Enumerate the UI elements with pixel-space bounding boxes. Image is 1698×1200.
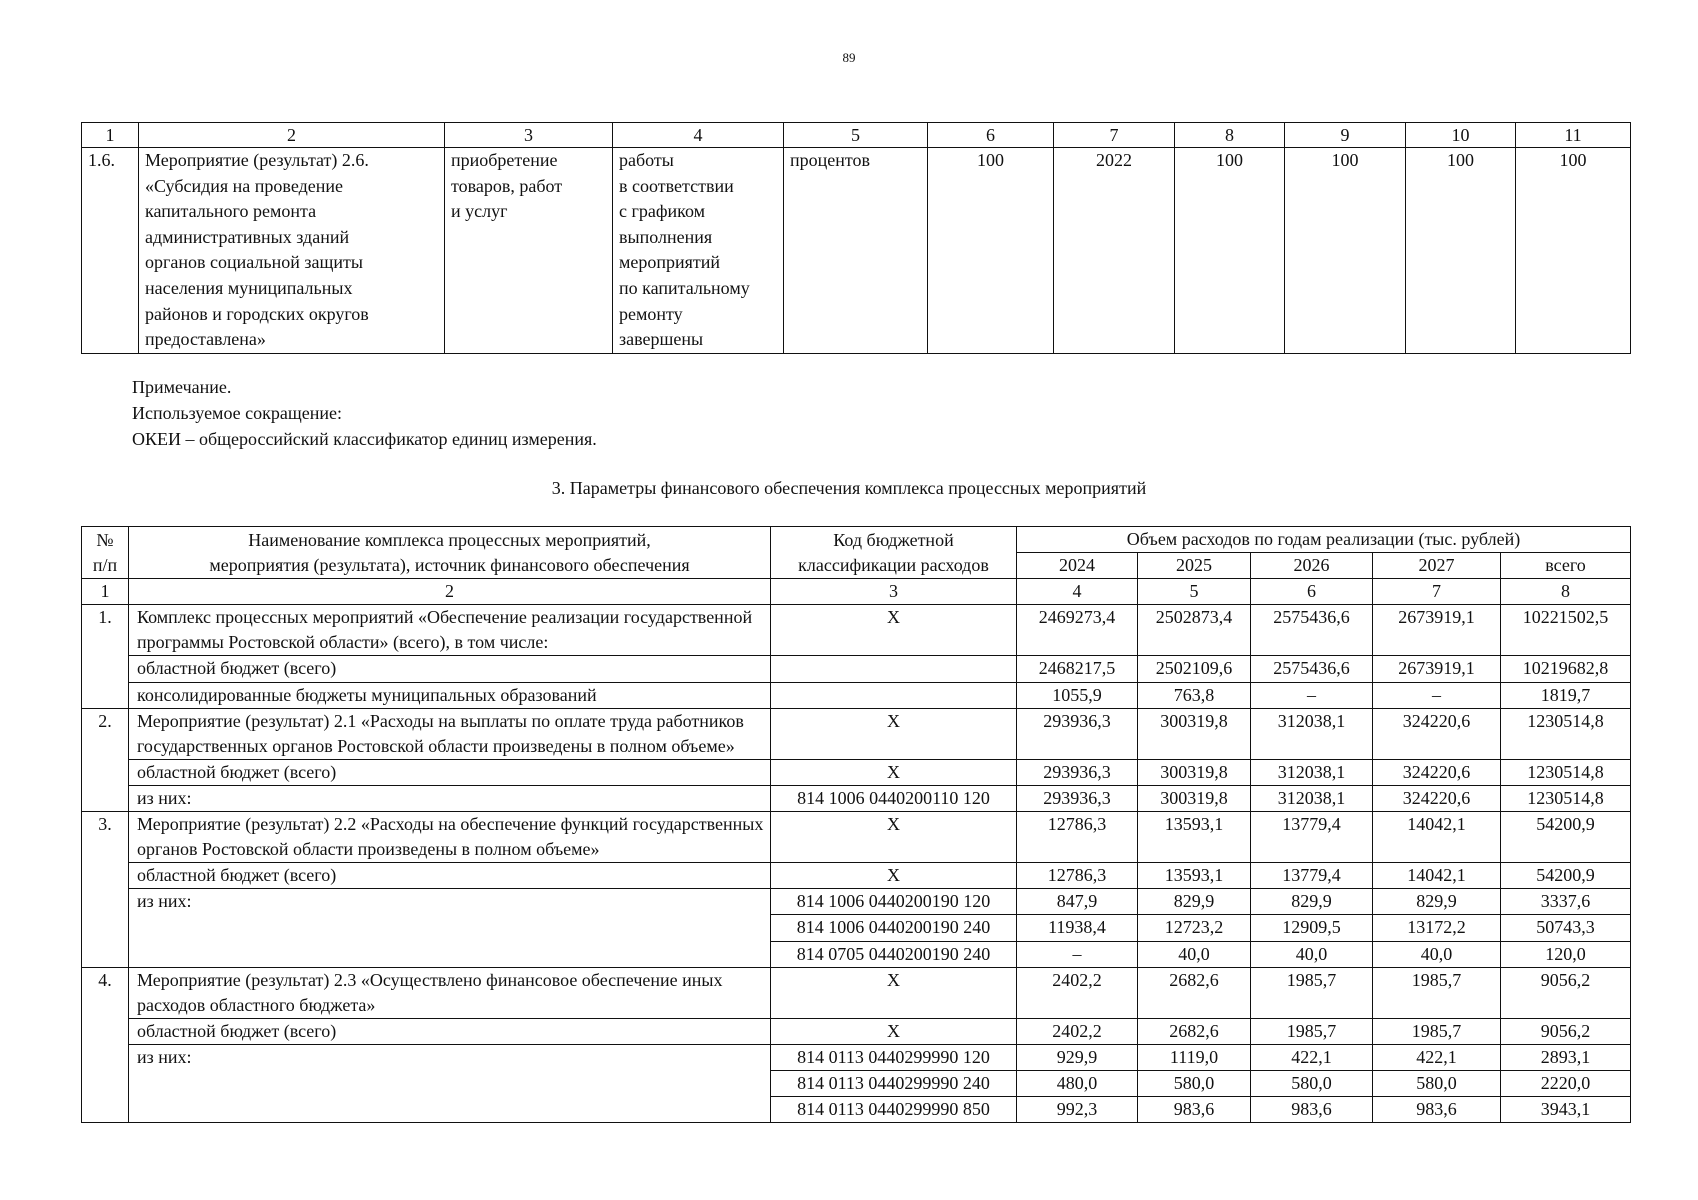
value-2025: 100	[1285, 148, 1406, 354]
value-2025: 2682,6	[1138, 967, 1251, 1018]
row-number: 4.	[82, 967, 129, 1123]
header-name: Наименование комплекса процессных мероприятий, мероприятия (результата), источник финансового обеспечения	[129, 527, 771, 579]
column-number: 7	[1373, 579, 1501, 605]
table-row	[82, 812, 1631, 863]
value-2025: 2682,6	[1138, 1018, 1251, 1044]
value-2025: 1119,0	[1138, 1044, 1251, 1070]
value-2027: 580,0	[1373, 1070, 1501, 1096]
column-number-row	[82, 579, 1631, 605]
result-type	[445, 148, 613, 354]
value-total: 1230514,8	[1501, 759, 1631, 785]
row-number: 1.6.	[82, 148, 139, 354]
value-total: 3943,1	[1501, 1097, 1631, 1123]
value-2026: 580,0	[1251, 1070, 1373, 1096]
result-type-text: приобретение товаров, работ и услуг	[451, 150, 563, 222]
value-2026: –	[1251, 682, 1373, 708]
source-label: областной бюджет (всего)	[129, 863, 771, 889]
value-2027: 14042,1	[1373, 863, 1501, 889]
value-2026: 983,6	[1251, 1097, 1373, 1123]
value-2027: 13172,2	[1373, 915, 1501, 941]
table-row	[82, 682, 1631, 708]
base-year: 2022	[1054, 148, 1175, 354]
indicator-name	[139, 148, 445, 354]
section-title: 3. Параметры финансового обеспечения комплекса процессных мероприятий	[551, 478, 1147, 498]
value-2025: 580,0	[1138, 1070, 1251, 1096]
budget-code: 814 0113 0440299990 240	[771, 1070, 1017, 1096]
value-2024: 293936,3	[1017, 708, 1138, 759]
value-2027: 2673919,1	[1373, 656, 1501, 682]
indicators-table	[81, 122, 1631, 354]
row-number: 3.	[82, 812, 129, 968]
value-2027: 1985,7	[1373, 1018, 1501, 1044]
value-2024: 1055,9	[1017, 682, 1138, 708]
header-total: всего	[1501, 553, 1631, 579]
column-number: 11	[1516, 123, 1631, 148]
value-2026: 312038,1	[1251, 708, 1373, 759]
value-2026: 312038,1	[1251, 785, 1373, 811]
source-label: из них:	[129, 1044, 771, 1122]
budget-code: 814 0113 0440299990 120	[771, 1044, 1017, 1070]
table-row	[82, 605, 1631, 656]
value-2026: 12909,5	[1251, 915, 1373, 941]
source-label: из них:	[129, 889, 771, 967]
row-title: Мероприятие (результат) 2.3 «Осуществлено финансовое обеспечение иных расходов областного бюджета»	[129, 967, 771, 1018]
row-number: 2.	[82, 708, 129, 811]
table-row	[82, 785, 1631, 811]
value-2025: 763,8	[1138, 682, 1251, 708]
source-label: областной бюджет (всего)	[129, 759, 771, 785]
value-2024: 847,9	[1017, 889, 1138, 915]
source-label: областной бюджет (всего)	[129, 656, 771, 682]
value-2025: 40,0	[1138, 941, 1251, 967]
unit: процентов	[784, 148, 928, 354]
value-2027: 422,1	[1373, 1044, 1501, 1070]
budget-code	[771, 656, 1017, 682]
value-2025: 13593,1	[1138, 812, 1251, 863]
column-number: 6	[928, 123, 1054, 148]
value-2024: 293936,3	[1017, 785, 1138, 811]
value-2027: 324220,6	[1373, 708, 1501, 759]
value-2024: 100	[1175, 148, 1285, 354]
budget-code: Х	[771, 759, 1017, 785]
budget-code: Х	[771, 812, 1017, 863]
value-2026: 13779,4	[1251, 812, 1373, 863]
value-2027: 14042,1	[1373, 812, 1501, 863]
finance-table	[81, 526, 1631, 1123]
value-2024: 2402,2	[1017, 967, 1138, 1018]
column-number: 1	[82, 579, 129, 605]
value-2026: 829,9	[1251, 889, 1373, 915]
value-2024: 929,9	[1017, 1044, 1138, 1070]
header-2025: 2025	[1138, 553, 1251, 579]
value-total: 9056,2	[1501, 967, 1631, 1018]
value-total: 3337,6	[1501, 889, 1631, 915]
header-2027: 2027	[1373, 553, 1501, 579]
value-2027: 40,0	[1373, 941, 1501, 967]
value-total: 2220,0	[1501, 1070, 1631, 1096]
value-2024: 12786,3	[1017, 812, 1138, 863]
column-number: 4	[613, 123, 784, 148]
table-row	[82, 967, 1631, 1018]
value-total: 1230514,8	[1501, 708, 1631, 759]
value-total: 120,0	[1501, 941, 1631, 967]
value-2027: 100	[1516, 148, 1631, 354]
table-row	[82, 708, 1631, 759]
budget-code	[771, 682, 1017, 708]
value-2024: 480,0	[1017, 1070, 1138, 1096]
column-number: 3	[445, 123, 613, 148]
header-volume: Объем расходов по годам реализации (тыс. рублей)	[1017, 527, 1631, 553]
budget-code: Х	[771, 967, 1017, 1018]
value-2026: 40,0	[1251, 941, 1373, 967]
value-2024: 2469273,4	[1017, 605, 1138, 656]
value-total: 2893,1	[1501, 1044, 1631, 1070]
value-total: 1230514,8	[1501, 785, 1631, 811]
budget-code: Х	[771, 863, 1017, 889]
value-2026: 1985,7	[1251, 1018, 1373, 1044]
indicator-name-text: Мероприятие (результат) 2.6. «Субсидия на проведение капитального ремонта административных зданий органов социальной защиты населения муниципальных районов и городских округов предоставлена»	[145, 150, 369, 350]
value-2026: 312038,1	[1251, 759, 1373, 785]
budget-code: Х	[771, 1018, 1017, 1044]
value-2027: 324220,6	[1373, 785, 1501, 811]
value-total: 54200,9	[1501, 863, 1631, 889]
value-2027: 1985,7	[1373, 967, 1501, 1018]
budget-code: 814 0113 0440299990 850	[771, 1097, 1017, 1123]
table-row	[82, 1018, 1631, 1044]
table-row	[82, 759, 1631, 785]
value-total: 9056,2	[1501, 1018, 1631, 1044]
table-row	[82, 656, 1631, 682]
value-2025: 300319,8	[1138, 708, 1251, 759]
table-row	[82, 863, 1631, 889]
value-2025: 12723,2	[1138, 915, 1251, 941]
value-2027: 324220,6	[1373, 759, 1501, 785]
value-2025: 2502873,4	[1138, 605, 1251, 656]
budget-code: 814 1006 0440200190 240	[771, 915, 1017, 941]
table-row	[82, 889, 1631, 915]
budget-code: 814 1006 0440200110 120	[771, 785, 1017, 811]
note-abbrev-heading: Используемое сокращение:	[132, 403, 342, 423]
header-2026: 2026	[1251, 553, 1373, 579]
value-2025: 829,9	[1138, 889, 1251, 915]
table-row	[82, 148, 1631, 354]
value-2025: 300319,8	[1138, 785, 1251, 811]
value-2024: –	[1017, 941, 1138, 967]
row-title: Мероприятие (результат) 2.2 «Расходы на обеспечение функций государственных органов Ростовской области произведены в полном объеме»	[129, 812, 771, 863]
value-total: 1819,7	[1501, 682, 1631, 708]
budget-code: Х	[771, 708, 1017, 759]
column-number: 10	[1406, 123, 1516, 148]
value-2027: –	[1373, 682, 1501, 708]
value-2024: 12786,3	[1017, 863, 1138, 889]
value-2026: 2575436,6	[1251, 605, 1373, 656]
value-2025: 2502109,6	[1138, 656, 1251, 682]
source-label: консолидированные бюджеты муниципальных образований	[129, 682, 771, 708]
column-number: 2	[139, 123, 445, 148]
column-number: 2	[129, 579, 771, 605]
value-total: 54200,9	[1501, 812, 1631, 863]
value-2026: 1985,7	[1251, 967, 1373, 1018]
budget-code: Х	[771, 605, 1017, 656]
row-title: Комплекс процессных мероприятий «Обеспечение реализации государственной программы Ростовской области» (всего), в том числе:	[129, 605, 771, 656]
result-characteristic	[613, 148, 784, 354]
value-2025: 13593,1	[1138, 863, 1251, 889]
value-2024: 293936,3	[1017, 759, 1138, 785]
column-number-row	[82, 123, 1631, 148]
value-2027: 829,9	[1373, 889, 1501, 915]
header-code: Код бюджетной классификации расходов	[771, 527, 1017, 579]
value-2024: 11938,4	[1017, 915, 1138, 941]
column-number: 6	[1251, 579, 1373, 605]
note-abbrev: ОКЕИ – общероссийский классификатор единиц измерения.	[132, 429, 597, 449]
budget-code: 814 0705 0440200190 240	[771, 941, 1017, 967]
value-total: 10221502,5	[1501, 605, 1631, 656]
column-number: 7	[1054, 123, 1175, 148]
value-2024: 992,3	[1017, 1097, 1138, 1123]
value-2026: 13779,4	[1251, 863, 1373, 889]
value-2024: 2468217,5	[1017, 656, 1138, 682]
base-value: 100	[928, 148, 1054, 354]
budget-code: 814 1006 0440200190 120	[771, 889, 1017, 915]
column-number: 5	[784, 123, 928, 148]
source-label: областной бюджет (всего)	[129, 1018, 771, 1044]
source-label: из них:	[129, 785, 771, 811]
row-number: 1.	[82, 605, 129, 708]
column-number: 1	[82, 123, 139, 148]
column-number: 9	[1285, 123, 1406, 148]
value-2026: 2575436,6	[1251, 656, 1373, 682]
value-total: 10219682,8	[1501, 656, 1631, 682]
note-title: Примечание.	[132, 377, 232, 397]
header-num: № п/п	[82, 527, 129, 579]
value-2026: 100	[1406, 148, 1516, 354]
value-2026: 422,1	[1251, 1044, 1373, 1070]
column-number: 8	[1175, 123, 1285, 148]
row-title: Мероприятие (результат) 2.1 «Расходы на выплаты по оплате труда работников государственных органов Ростовской области произведены в полном объеме»	[129, 708, 771, 759]
value-2025: 300319,8	[1138, 759, 1251, 785]
column-number: 5	[1138, 579, 1251, 605]
value-2024: 2402,2	[1017, 1018, 1138, 1044]
page-number: 89	[842, 50, 856, 65]
column-number: 8	[1501, 579, 1631, 605]
header-row	[82, 527, 1631, 553]
value-2025: 983,6	[1138, 1097, 1251, 1123]
column-number: 4	[1017, 579, 1138, 605]
table-row	[82, 1044, 1631, 1070]
value-2027: 983,6	[1373, 1097, 1501, 1123]
header-2024: 2024	[1017, 553, 1138, 579]
value-2027: 2673919,1	[1373, 605, 1501, 656]
result-characteristic-text: работы в соответствии с графиком выполнения мероприятий по капитальному ремонту завершены	[619, 150, 750, 350]
column-number: 3	[771, 579, 1017, 605]
value-total: 50743,3	[1501, 915, 1631, 941]
